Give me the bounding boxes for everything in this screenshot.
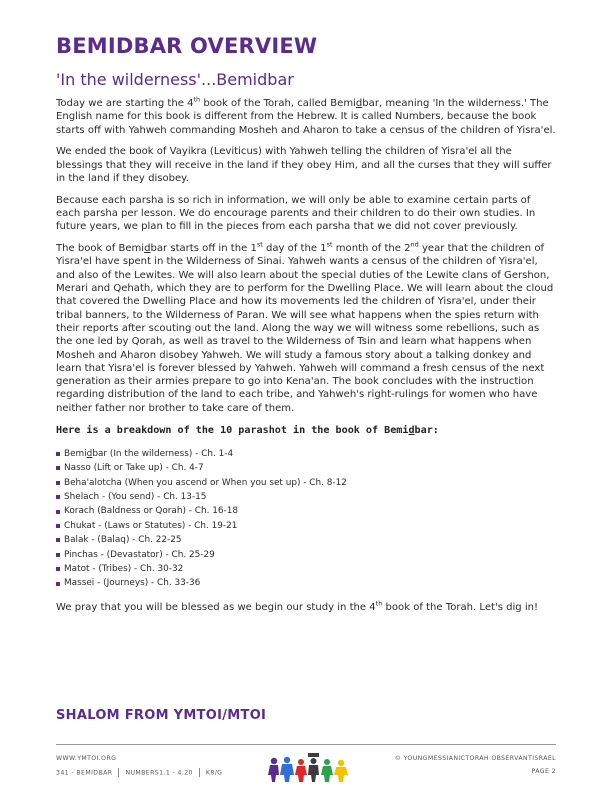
footer-grades: K8/G: [205, 769, 223, 777]
paragraph-intro: Today we are starting the 4th book of the Torah, called Bemidbar, meaning 'In the wilderness.' The English name for this book is different from the Hebrew. It is called Numbers, because the book starts off with Yahweh commanding Mosheh and Aharon to take a census of the children of Yisra'el.: [56, 95, 556, 136]
logo-figure: [321, 759, 333, 782]
list-item: Pinchas - (Devastator) - Ch. 25-29: [56, 548, 556, 562]
bullet-icon: [56, 452, 60, 456]
bullet-icon: [56, 582, 60, 586]
list-item: Shelach - (You send) - Ch. 13-15: [56, 490, 556, 504]
list-item: Chukat - (Laws or Statutes) - Ch. 19-21: [56, 519, 556, 533]
bullet-icon: [56, 524, 60, 528]
footer-divider: [56, 744, 556, 745]
page-title: BEMIDBAR OVERVIEW: [56, 34, 318, 58]
list-item: Matot - (Tribes) - Ch. 30-32: [56, 562, 556, 576]
paragraph-parsha: Because each parsha is so rich in information, we will only be able to examine certain parts of each parsha per lesson. We do encourage parents and their children to do their own studies. In future years, we plan to fill in the pieces from each parsha that we did not cover previously.: [56, 194, 536, 233]
footer-website: WWW.YMTOI.ORG: [56, 755, 117, 762]
bullet-icon: [56, 510, 60, 514]
footer-separator: [199, 768, 200, 777]
logo-figure: [268, 758, 279, 782]
list-item: Bemi d bar (In the wilderness) - Ch. 1-4: [56, 447, 556, 461]
footer-chapters: NUMBERS1.1 - 4.20: [125, 769, 193, 777]
signoff-heading: SHALOM FROM YMTOI/MTOI: [56, 708, 267, 723]
footer-lesson: 341 - BEMIDBAR: [56, 769, 113, 777]
logo-figure: [308, 753, 319, 782]
logo-figure: [280, 757, 294, 782]
list-item: Massei - (Journeys) - Ch. 33-36: [56, 576, 556, 590]
ymtoi-logo: [268, 751, 350, 785]
bullet-icon: [56, 553, 60, 557]
footer-page-number: PAGE 2: [531, 768, 556, 775]
logo-figure: [334, 760, 348, 782]
breakdown-heading: Here is a breakdown of the 10 parashot in the book of Bemidbar:: [56, 424, 439, 436]
page-subtitle: 'In the wilderness'...Bemidbar: [56, 70, 294, 89]
footer-separator: [118, 768, 119, 777]
bullet-icon: [56, 495, 60, 499]
list-item: Balak - (Balaq) - Ch. 22-25: [56, 533, 556, 547]
paragraph-summary: The book of Bemidbar starts off in the 1st day of the 1st month of the 2nd year that the children of Yisra'el have spent in the Wilderness of Sinai. Yahweh wants a census of the children of Yisra'el, and also of the Lewites. We will also learn about the special duties of the Lewite clans of Gershon, Merari and Qehath, which they are to perform for the Dwelling Place. We will learn about the cloud that covered the Dwelling Place and how its movements led the children of Yisra'el, under their tribal banners, to the Wilderness of Paran. We will see what happens when the spies return with their reports after scouting out the land. Along the way we will witness some rebellions, such as the one led by Qorah, as well as travel to the Wilderness of Tsin and learn what happens when Mosheh and Aharon disobey Yahweh. We will study a famous story about a talking donkey and learn that Yisra'el is forever blessed by Yahweh. Yahweh will command a fresh census of the next generation as their armies prepare to go into Kena'an. The book concludes with the instruction regarding distribution of the land to each tribe, and Yahweh's right-rulings for women who have neither father nor brother to take care of them.: [56, 240, 554, 414]
footer-copyright: © YOUNGMESSIANICTORAH OBSERVANTISRAEL: [394, 755, 556, 762]
bullet-icon: [56, 481, 60, 485]
footer-lesson-info: [56, 768, 222, 777]
parashot-list: [56, 447, 556, 591]
bullet-icon: [56, 567, 60, 571]
list-item: Korach (Baldness or Qorah) - Ch. 16-18: [56, 504, 556, 518]
bullet-icon: [56, 538, 60, 542]
list-item: Beha'alotcha (When you ascend or When you set up) - Ch. 8-12: [56, 476, 556, 490]
body-text: [56, 97, 556, 623]
logo-figure: [295, 759, 307, 782]
bullet-icon: [56, 466, 60, 470]
paragraph-closing: We pray that you will be blessed as we begin our study in the 4th book of the Torah. Let's dig in!: [56, 599, 539, 613]
list-item: Nasso (Lift or Take up) - Ch. 4-7: [56, 461, 556, 475]
paragraph-vayikra: We ended the book of Vayikra (Leviticus) with Yahweh telling the children of Yisra'el all the blessings that they will receive in the land if they obey Him, and all the curses that they will suffer in the land if they disobey.: [56, 146, 552, 184]
